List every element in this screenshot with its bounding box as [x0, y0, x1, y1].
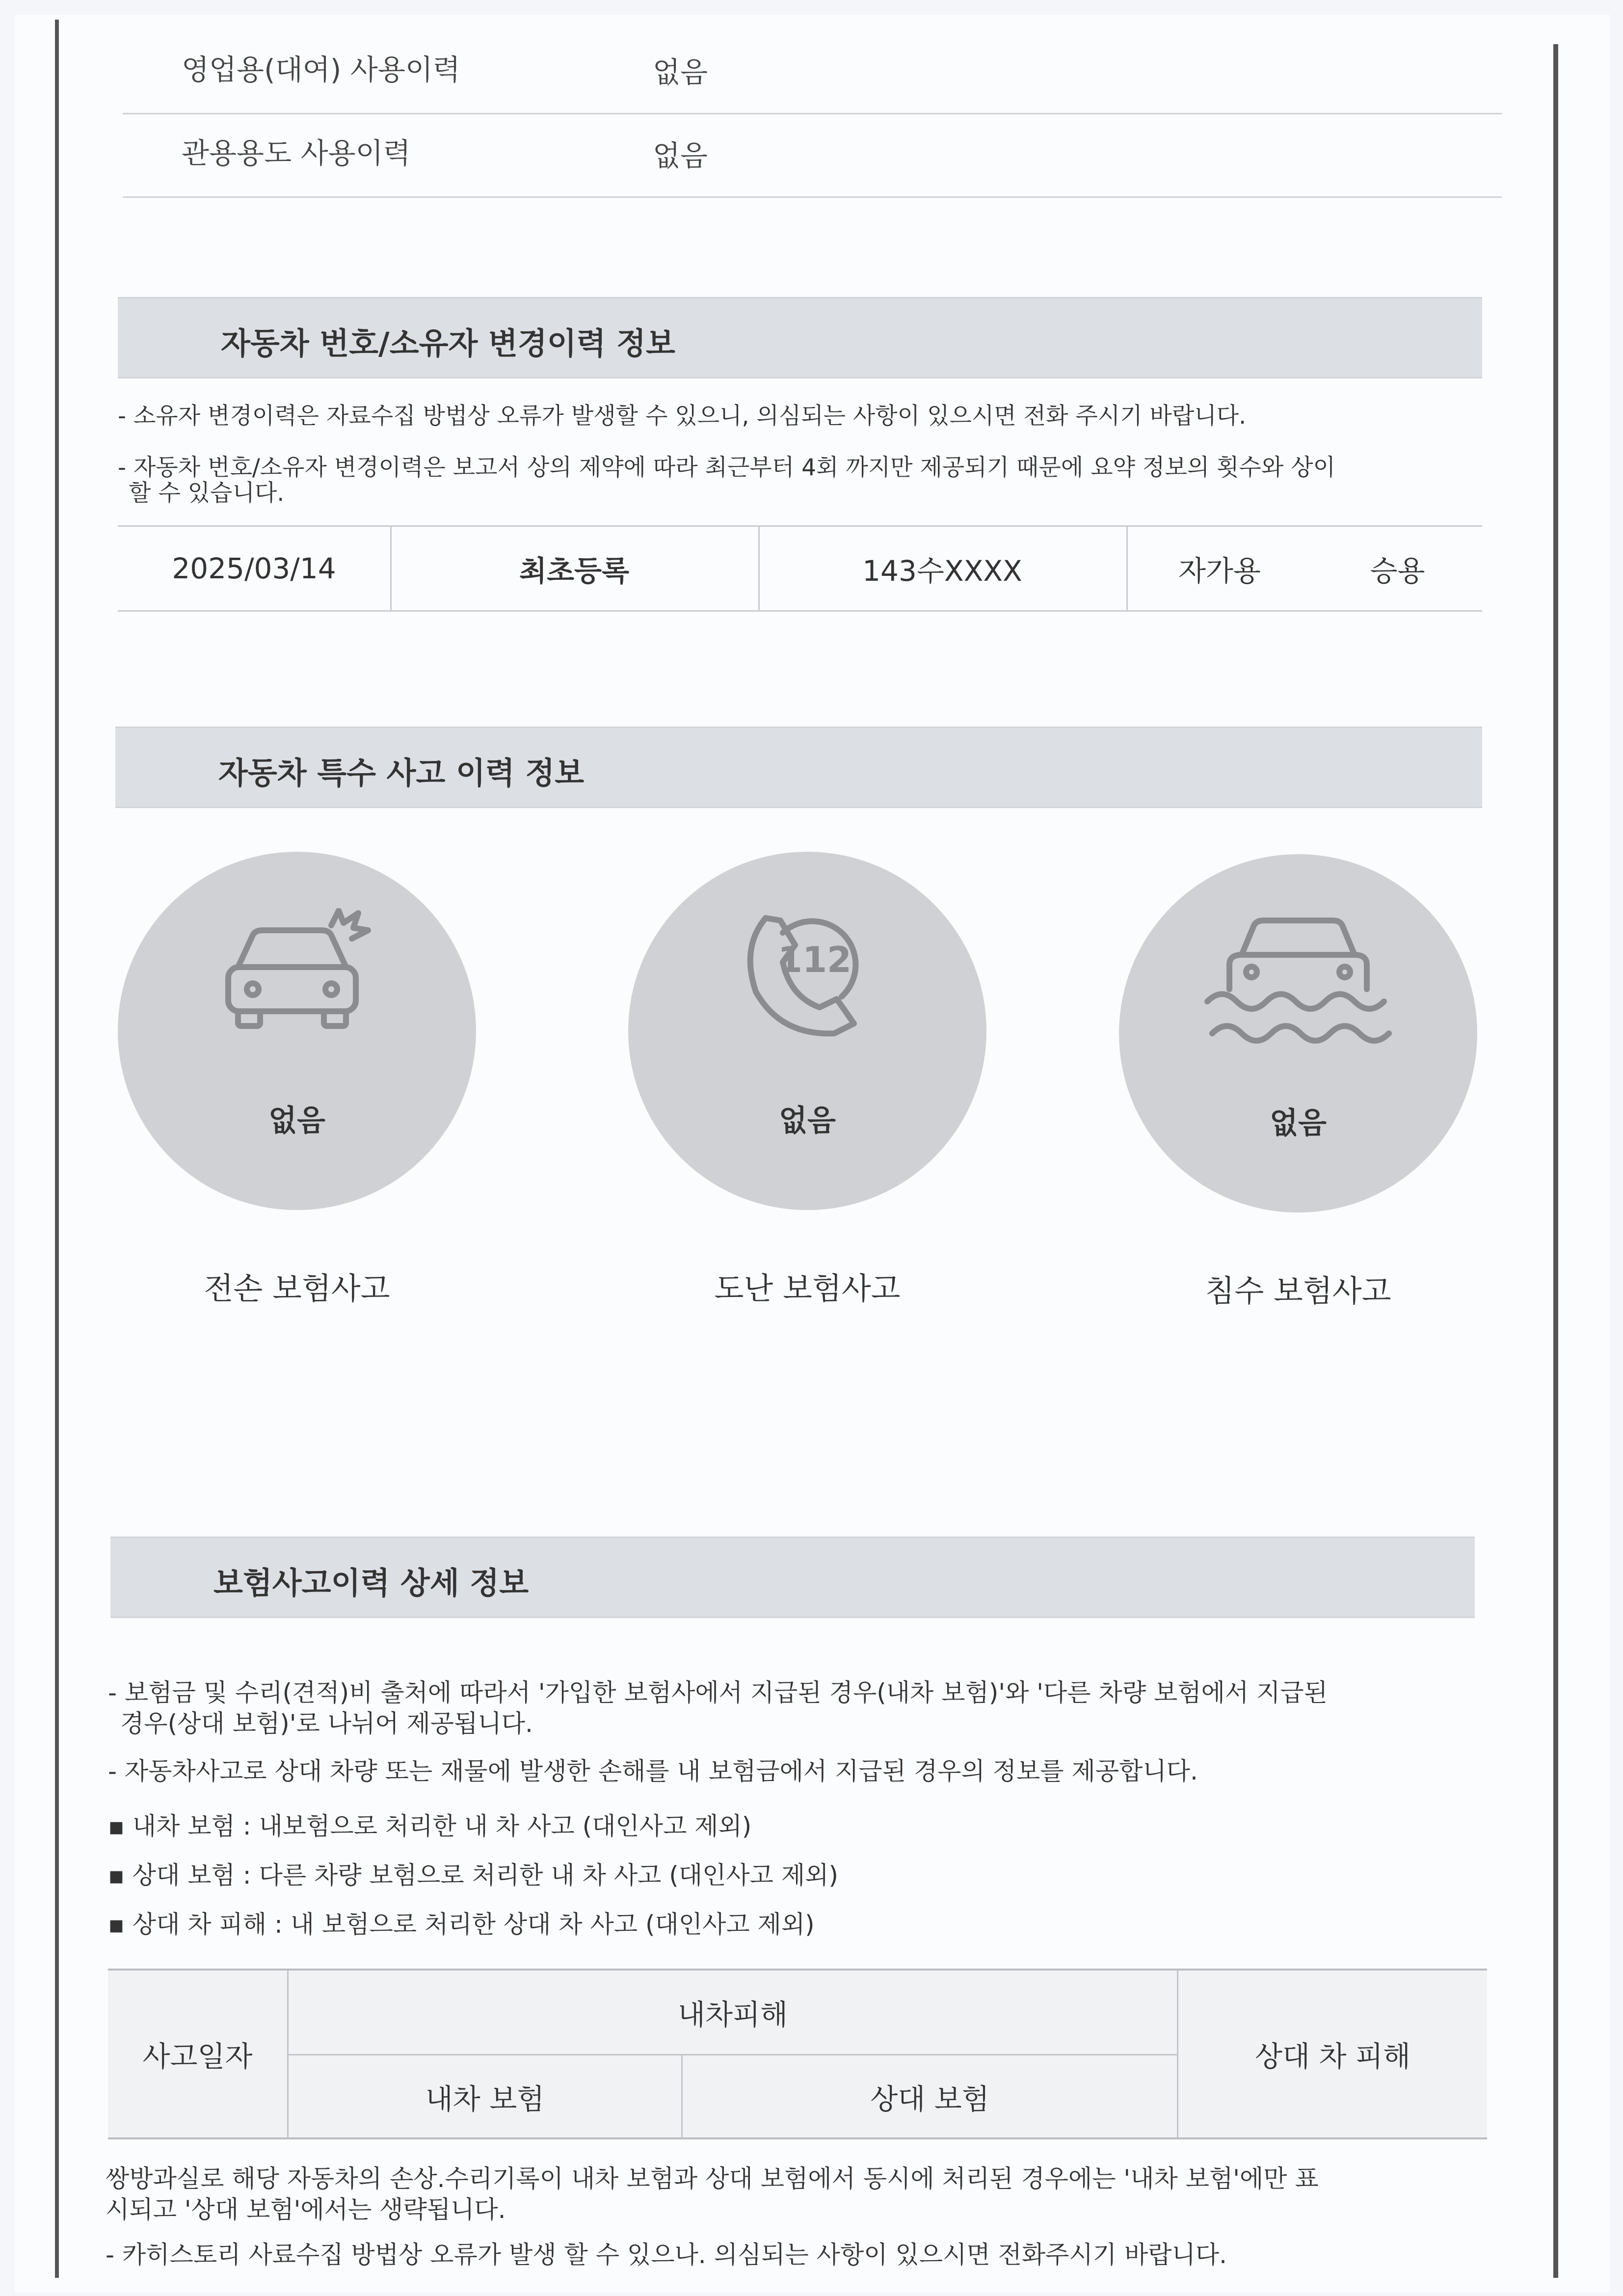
record-type: 승용 [1370, 554, 1425, 588]
insurance-note-1: - 보험금 및 수리(견적)비 출처에 따라서 '가입한 보험사에서 지급된 경우(내차 보험)'와 '다른 차량 보험에서 지급된 [108, 1678, 1328, 1707]
footer-note-2: - 카히스토리 사료수집 방법상 오류가 발생 할 수 있으나. 의심되는 사항이 있으시면 전화주시기 바랍니다. [106, 2241, 1227, 2269]
government-usage-label: 관용용도 사용이력 [182, 136, 411, 170]
header-own-insurance: 내차 보험 [425, 2082, 545, 2116]
record-plate: 143수XXXX [862, 554, 1022, 588]
car-crash-icon [218, 908, 375, 1036]
rental-usage-label: 영업용(대여) 사용이력 [182, 53, 460, 86]
owner-note-2: - 자동차 번호/소유자 변경이력은 보고서 상의 제약에 따라 최근부터 4회 까지만 제공되기 때문에 요약 정보의 횟수와 상이 [118, 454, 1336, 481]
total-loss-circle [118, 852, 476, 1210]
record-date: 2025/03/14 [172, 552, 336, 585]
phone-number: 112 [777, 939, 852, 980]
flood-value: 없음 [1270, 1106, 1327, 1140]
header-other-insurance: 상대 보험 [870, 2082, 989, 2116]
header-accident-date: 사고일자 [142, 2040, 253, 2073]
record-use: 자가용 [1178, 554, 1261, 588]
header-other-car-damage: 상대 차 피해 [1254, 2040, 1410, 2073]
bullet-other-insurance: ▪ 상대 보험 : 다른 차량 보험으로 처리한 내 차 사고 (대인사고 제외) [108, 1861, 838, 1890]
right-margin-line [1553, 44, 1558, 2278]
theft-circle [628, 852, 986, 1210]
owner-history-table [118, 525, 1482, 612]
theft-label: 도난 보험사고 [714, 1270, 901, 1306]
insurance-note-1-cont: 경우(상대 보험)'로 나뉘어 제공됩니다. [120, 1709, 533, 1738]
section-title: 보험사고이력 상세 정보 [213, 1565, 529, 1601]
car-flood-icon [1202, 908, 1394, 1051]
phone-112-icon [736, 898, 883, 1046]
total-loss-label: 전손 보험사고 [204, 1270, 390, 1306]
special-accident-section-header [115, 727, 1482, 808]
insurance-note-2: - 자동차사고로 상대 차량 또는 재물에 발생한 손해를 내 보험금에서 지급된 경우의 정보를 제공합니다. [108, 1757, 1198, 1785]
section-title: 자동차 특수 사고 이력 정보 [218, 755, 585, 791]
record-event: 최초등록 [519, 554, 630, 588]
section-title: 자동차 번호/소유자 변경이력 정보 [221, 325, 675, 361]
footer-note-1-cont: 시되고 '상대 보험'에서는 생략됩니다. [106, 2195, 506, 2224]
header-own-damage: 내차피해 [677, 1998, 788, 2031]
theft-value: 없음 [779, 1104, 836, 1138]
flood-circle [1119, 854, 1477, 1213]
insurance-detail-section-header [110, 1537, 1475, 1618]
footer-note-1: 쌍방과실로 해당 자동차의 손상.수리기록이 내차 보험과 상대 보험에서 동시에 처리된 경우에는 '내차 보험'에만 표 [106, 2164, 1319, 2193]
divider [123, 113, 1502, 114]
rental-usage-value: 없음 [653, 55, 708, 89]
flood-label: 침수 보험사고 [1205, 1273, 1391, 1309]
insurance-history-table [108, 1969, 1487, 2139]
owner-note-1: - 소유자 변경이력은 자료수집 방법상 오류가 발생할 수 있으니, 의심되는 사항이 있으시면 전화 주시기 바랍니다. [118, 403, 1247, 430]
owner-history-section-header [118, 297, 1482, 378]
bullet-other-car-damage: ▪ 상대 차 피해 : 내 보험으로 처리한 상대 차 사고 (대인사고 제외) [108, 1910, 815, 1939]
total-loss-value: 없음 [268, 1104, 325, 1138]
government-usage-value: 없음 [653, 139, 708, 172]
left-margin-line [55, 20, 59, 2278]
owner-note-2-cont: 할 수 있습니다. [129, 480, 285, 507]
bullet-own-insurance: ▪ 내차 보험 : 내보험으로 처리한 내 차 사고 (대인사고 제외) [108, 1812, 752, 1840]
divider [123, 196, 1502, 198]
